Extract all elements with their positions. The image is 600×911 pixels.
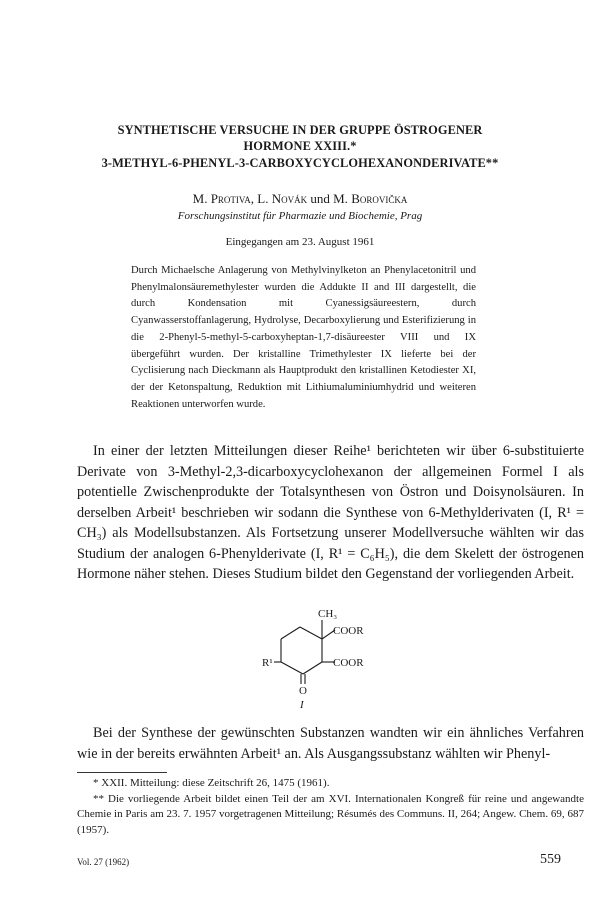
author-1-name: Protiva — [210, 191, 251, 206]
coor-top-label: COOR — [333, 625, 364, 637]
received-date: Eingegangen am 23. August 1961 — [225, 236, 375, 248]
author-1-initial: M. — [192, 191, 211, 206]
author-2-name: Novák — [271, 191, 308, 206]
page-number: 559 — [540, 852, 561, 867]
author-separator-1: , L. — [250, 191, 272, 206]
cyclohexanone-ring — [274, 620, 335, 684]
volume-footer: Vol. 27 (1962) — [77, 857, 130, 867]
r1-label: R¹ — [262, 657, 273, 669]
title-line-2: HORMONE XXIII.* — [243, 139, 357, 153]
footnote-2: ** Die vorliegende Arbeit bildet einen Teil der am XVI. Internationalen Kongreß für reine und angewandte Chemie in Paris am 23. 7. 1957 vorgetragenen Mitteilung; Résumés des Communs. II, 264; Angew. Chem. 69, 687 (1957). — [77, 792, 584, 836]
author-separator-2: und M. — [307, 191, 352, 206]
body-paragraph-1: In einer der letzten Mitteilungen dieser Reihe¹ berichteten wir über 6-substituierte Derivate von 3-Methyl-2,3-dicarboxycyclohexanon der allgemeinen Formel I als potentielle Zwischenprodukte der Totalsynthesen von Östron und Doisynolsäuren. In derselben Arbeit¹ beschrieben wir sodann die Synthese von 6-Methylderivaten (I, R¹ = CH₃) als Modellsubstanzen. Als Fortsetzung unserer Modellversuche wählten wir das Studium der analogen 6-Phenylderivate (I, R¹ = C₆H₅), die dem Skelett der östrogenen Hormone näher stehen. Dieses Studium bildet den Gegenstand der vorliegenden Arbeit. — [77, 443, 584, 582]
title-line-3: 3-METHYL-6-PHENYL-3-CARBOXYCYCLOHEXANONDERIVATE** — [101, 156, 499, 170]
body-paragraph-2: Bei der Synthese der gewünschten Substanzen wandten wir ein ähnliches Verfahren wie in der bereits erwähnten Arbeit¹ an. Als Ausgangssubstanz wählten wir Phenyl- — [77, 725, 584, 762]
formula-label: I — [300, 699, 304, 711]
footnotes — [77, 776, 584, 838]
title-line-1: SYNTHETISCHE VERSUCHE IN DER GRUPPE ÖSTROGENER — [117, 123, 483, 137]
abstract: Durch Michaelsche Anlagerung von Methylvinylketon an Phenylacetonitril und Phenylmalonsäuremethylester wurden die Addukte II and III dargestellt, die durch Kondensation mit Cyanessigsäureestern, durch Cyanwasserstoffanlagerung, Hydrolyse, Decarboxylierung und Esterifizierung in die 2-Phenyl-5-methyl-5-carboxyheptan-1,7-disäureester VIII und IX übergeführt wurden. Der kristalline Trimethylester IX lieferte bei der Cyclisierung nach Dieckmann als Hauptprodukt den kristallinen Ketodiester XI, der der Ketonspaltung, Reduktion mit Lithiumaluminiumhydrid und weiteren Reaktionen unterworfen wurde. — [131, 265, 476, 410]
footnote-1: * XXII. Mitteilung: diese Zeitschrift 26, 1475 (1961). — [93, 777, 330, 789]
author-3-name: Borovička — [351, 191, 408, 206]
affiliation: Forschungsinstitut für Pharmazie und Biochemie, Prag — [177, 210, 423, 222]
chemical-structure-formula-I — [240, 608, 390, 711]
oxygen-label: O — [299, 685, 307, 697]
coor-mid-label: COOR — [333, 657, 364, 669]
ch3-label: CH₃ — [318, 608, 338, 620]
footnote-rule — [77, 772, 167, 773]
authors — [60, 191, 540, 207]
